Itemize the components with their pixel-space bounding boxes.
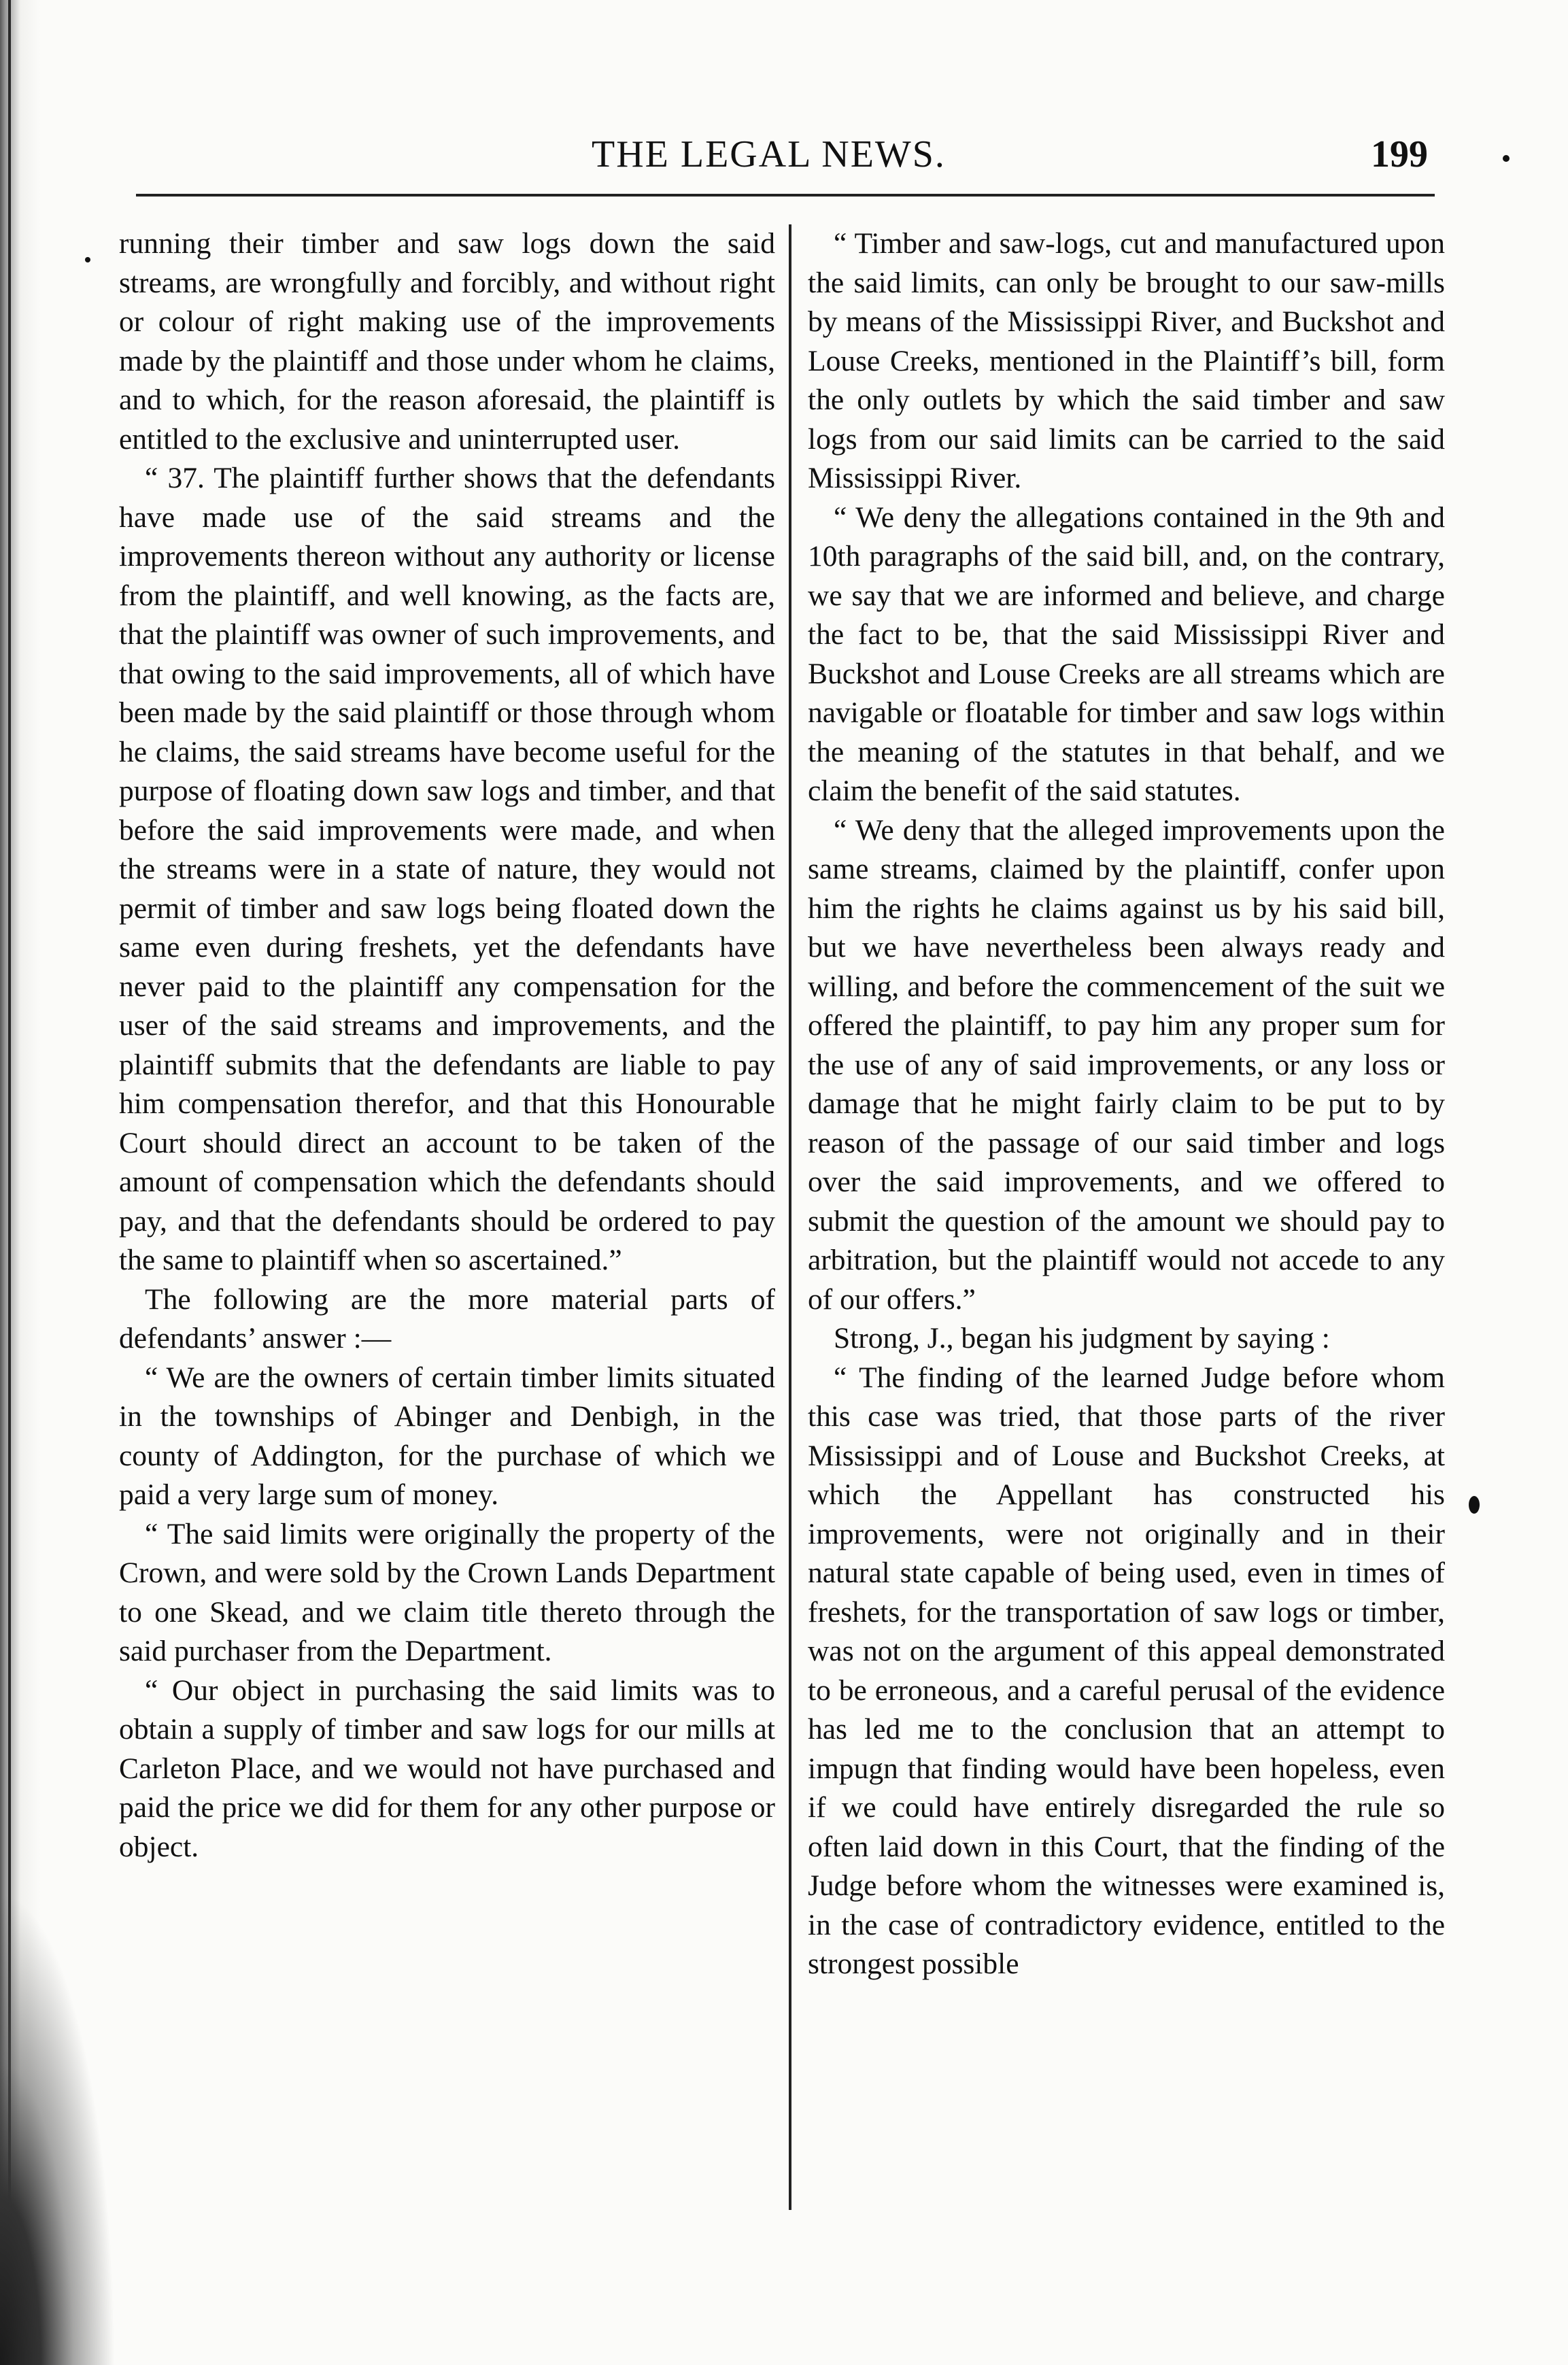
paragraph: “ The said limits were originally the property of the Crown, and were sold by the Crown Lands Department to one Skead, and we claim title thereto through the said purchaser from the Department.	[119, 1517, 775, 1667]
right-column	[808, 224, 1445, 1984]
paragraph: “ We deny that the alleged improvements upon the same streams, claimed by the plaintiff, confer upon him the rights he claims against us by his said bill, but we have nevertheless been always ready and willing, and before the commencement of the suit we offered the plaintiff, to pay him any proper sum for the use of any of said improvements, or any loss or damage that he might fairly claim to be put to by reason of the passage of our said timber and logs over the said improvements, and we offered to submit the question of the amount we should pay to arbitration, but the plaintiff would not accede to any of our offers.”	[808, 813, 1445, 1316]
page-header	[136, 133, 1442, 194]
paragraph: “ Timber and saw-logs, cut and manufactured upon the said limits, can only be brought to our saw-mills by means of the Mississippi River, and Buckshot and Louse Creeks, mentioned in the Plaintiff’s bill, form the only outlets by which the said timber and saw logs from our said limits can be carried to the said Mississippi River.	[808, 227, 1445, 494]
page-edge-blot	[0, 1889, 116, 2365]
paragraph: “ Our object in purchasing the said limits was to obtain a supply of timber and saw logs for our mills at Carleton Place, and we would not have purchased and paid the price we did for them for any other purpose or object.	[119, 1673, 775, 1863]
paragraph: “ 37. The plaintiff further shows that the defendants have made use of the said streams and the improvements thereon without any authority or license from the plaintiff, and well knowing, as the facts are, that the plaintiff was owner of such improvements, and that owing to the said improvements, all of which have been made by the said plaintiff or those through whom he claims, the said streams have become useful for the purpose of floating down saw logs and timber, and that before the said improvements were made, and when the streams were in a state of nature, they would not permit of timber and saw logs being floated down the same even during freshets, yet the defendants have never paid to the plaintiff any compensation for the user of the said streams and improvements, and the plaintiff submits that the defendants are liable to pay him compensation therefor, and that this Honourable Court should direct an account to be taken of the amount of compensation which the defendants should pay, and that the defendants should be ordered to pay the same to plaintiff when so ascertained.”	[119, 462, 775, 1276]
page-number: 199	[1371, 133, 1428, 175]
paragraph: Strong, J., began his judgment by saying :	[834, 1322, 1330, 1355]
paragraph: The following are the more material parts of defendants’ answer :—	[119, 1282, 775, 1355]
paragraph: “ We deny the allegations contained in the 9th and 10th paragraphs of the said bill, and, on the contrary, we say that we are informed and believe, and charge the fact to be, that the said Mississippi River and Buckshot and Louse Creeks are all streams which are navigable or floatable for timber and saw logs within the meaning of the statutes in that behalf, and we claim the benefit of the said statutes.	[808, 500, 1445, 807]
paragraph: “ The finding of the learned Judge before whom this case was tried, that those parts of the river Mississippi and of Louse and Buckshot Creeks, at which the Appellant has constructed his improvements, were not originally and in their natural state capable of being used, even in times of freshets, for the transportation of saw logs or timber, was not on the argument of this appeal demonstrated to be erroneous, and a careful perusal of the evidence has led me to the conclusion that an attempt to impugn that finding would have been hopeless, even if we could have entirely disregarded the rule so often laid down in this Court, that the finding of the Judge before whom the witnesses were examined is, in the case of contradictory evidence, entitled to the strongest possible	[808, 1361, 1445, 1980]
column-divider	[789, 224, 791, 2210]
margin-dot	[1503, 155, 1510, 162]
header-rule	[136, 194, 1435, 197]
margin-dot	[85, 257, 90, 262]
running-title: THE LEGAL NEWS.	[592, 133, 946, 175]
left-column	[119, 224, 775, 1867]
margin-dot	[1469, 1496, 1480, 1514]
paragraph: running their timber and saw logs down the said streams, are wrongfully and forcibly, and without right or colour of right making use of the improvements made by the plaintiff and those under whom he claims, and to which, for the reason aforesaid, the plaintiff is entitled to the exclusive and uninterrupted user.	[119, 227, 775, 456]
paragraph: “ We are the owners of certain timber limits situated in the townships of Abinger and Denbigh, in the county of Addington, for the purchase of which we paid a very large sum of money.	[119, 1361, 775, 1511]
